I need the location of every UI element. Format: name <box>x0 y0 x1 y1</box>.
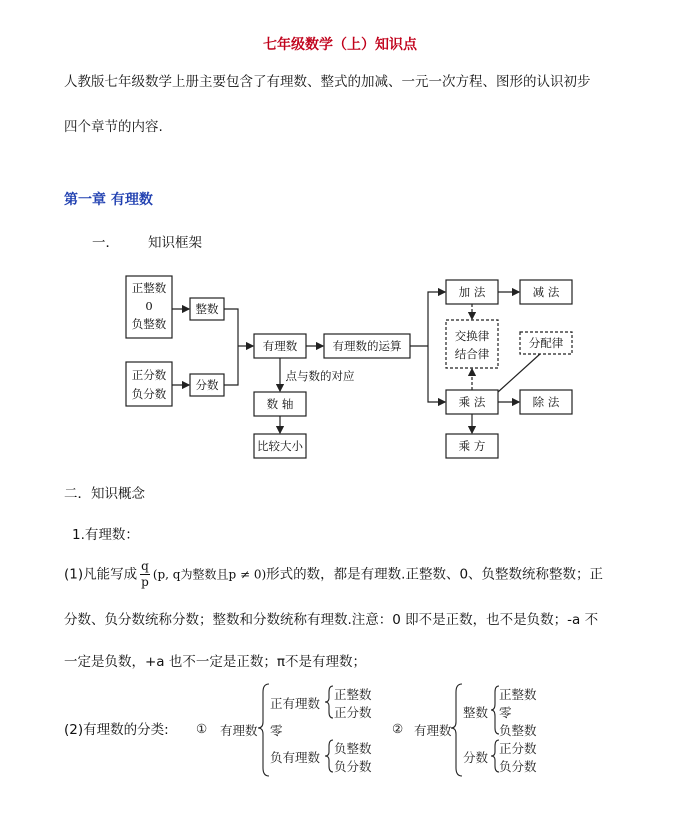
page-title: 七年级数学（上）知识点 <box>263 37 417 53</box>
label-associative-law: 结合律 <box>454 347 490 361</box>
fraction-numerator: q <box>141 559 149 573</box>
label-zero: 0 <box>145 299 153 313</box>
brace-2-integer <box>491 686 499 734</box>
line-dist-to-mul <box>498 354 540 392</box>
concept-1-label: 1.有理数： <box>72 527 139 543</box>
classification-2-positive-fraction: 正分数 <box>499 741 537 756</box>
classification-1-positive-fraction: 正分数 <box>334 705 372 720</box>
classification-1-positive: 正有理数 <box>270 696 321 711</box>
definition-condition: (p, q为整数且p ≠ 0) <box>152 567 267 582</box>
label-power: 乘 方 <box>458 439 486 453</box>
classification-2-negative-fraction: 负分数 <box>499 759 537 774</box>
label-compare-size: 比较大小 <box>257 439 303 453</box>
label-multiplication: 乘 法 <box>458 395 486 409</box>
label-rational-number: 有理数 <box>262 339 298 353</box>
definition-line-2: 分数、负分数统称分数；整数和分数统称有理数.注意：0 即不是正数，也不是负数；-a 不 <box>64 612 599 628</box>
classification-2-root: 有理数 <box>414 723 452 738</box>
classification-2-negative-integer: 负整数 <box>499 723 537 738</box>
section-1-number: 一． <box>92 235 119 251</box>
classification-1-negative-fraction: 负分数 <box>334 759 372 774</box>
classification-1-root: 有理数 <box>220 723 258 738</box>
arrow-ops-to-add <box>428 292 445 346</box>
definition-prefix: (1)凡能写成 <box>64 566 138 583</box>
label-division: 除 法 <box>532 395 560 409</box>
classification-1-zero: 零 <box>270 723 283 738</box>
label-fraction: 分数 <box>195 378 219 392</box>
classification-label: (2)有理数的分类: <box>64 722 169 738</box>
classification-1-negative: 负有理数 <box>270 750 321 765</box>
classification-2-integer: 整数 <box>463 705 489 720</box>
chapter-heading: 第一章 有理数 <box>64 192 153 208</box>
classification-braces <box>255 680 555 780</box>
classification-2-fraction: 分数 <box>463 750 489 765</box>
fraction-q-over-p <box>140 559 150 590</box>
classification-2-positive-integer: 正整数 <box>499 687 537 702</box>
brace-1-positive <box>325 686 333 718</box>
intro-line-2: 四个章节的内容. <box>64 119 163 135</box>
intro-line-1: 人教版七年级数学上册主要包含了有理数、整式的加减、一元一次方程、图形的认识初步 <box>64 74 591 90</box>
section-1-label: 知识框架 <box>148 235 202 251</box>
label-number-axis: 数 轴 <box>266 397 294 411</box>
brace-2-fraction <box>491 740 499 772</box>
label-positive-integer: 正整数 <box>131 281 167 295</box>
label-addition: 加 法 <box>458 285 486 299</box>
classification-marker-1: ① <box>196 721 208 736</box>
label-integer: 整数 <box>195 302 219 316</box>
label-negative-fraction: 负分数 <box>131 387 167 401</box>
classification-1-positive-integer: 正整数 <box>334 687 372 702</box>
classification-2-zero: 零 <box>499 705 512 720</box>
label-point-number-correspondence: 点与数的对应 <box>285 369 355 383</box>
definition-line-1 <box>64 559 624 590</box>
label-rational-operations: 有理数的运算 <box>332 339 402 353</box>
fraction-denominator: p <box>141 575 149 589</box>
label-commutative-law: 交换律 <box>454 329 490 343</box>
definition-suffix: 形式的数，都是有理数.正整数、0、负整数统称整数；正 <box>266 566 604 583</box>
classification-marker-2: ② <box>392 721 404 736</box>
brace-1-root <box>258 684 269 776</box>
section-2-label: 二．知识概念 <box>64 486 145 502</box>
knowledge-framework-diagram <box>120 262 590 468</box>
definition-line-3: 一定是负数，+a 也不一定是正数；π不是有理数； <box>64 654 367 670</box>
label-negative-integer: 负整数 <box>131 317 167 331</box>
label-distributive-law: 分配律 <box>528 336 564 350</box>
brace-1-negative <box>325 740 333 772</box>
brace-2-root <box>451 684 462 776</box>
label-positive-fraction: 正分数 <box>131 368 167 382</box>
label-subtraction: 减 法 <box>532 285 560 299</box>
line-int-join <box>224 309 238 385</box>
arrow-ops-to-mul <box>428 346 445 402</box>
classification-1-negative-integer: 负整数 <box>334 741 372 756</box>
